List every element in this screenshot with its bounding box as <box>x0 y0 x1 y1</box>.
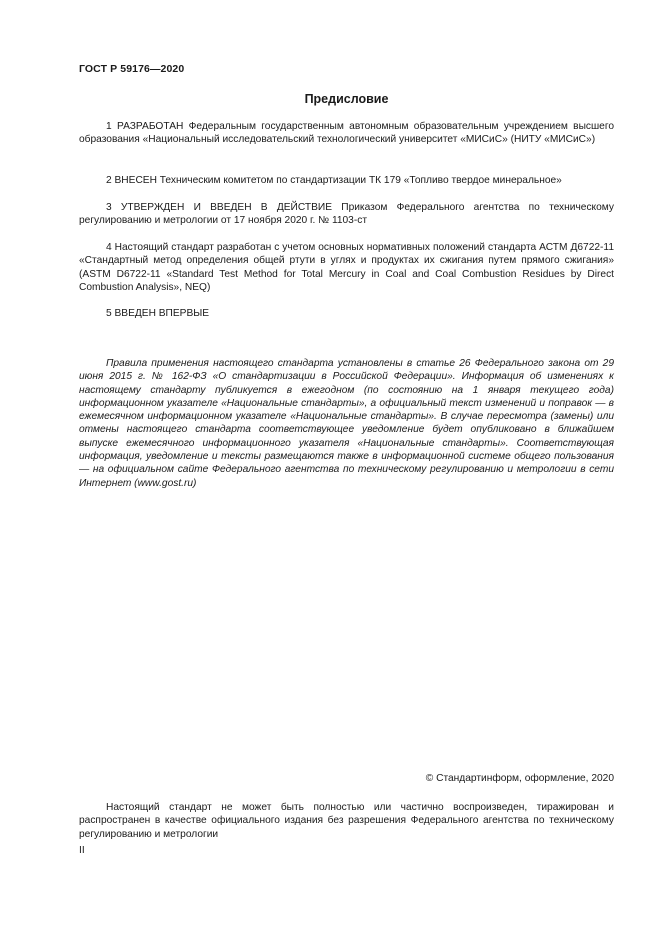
section-developed: 1 РАЗРАБОТАН Федеральным государственным автономным образовательным учреждением высшего образования «Национальный исследовательский технологический университет «МИСиС» (НИТУ «МИСиС») <box>79 121 614 146</box>
section-approved: 3 УТВЕРЖДЕН И ВВЕДЕН В ДЕЙСТВИЕ Приказом Федерального агентства по техническому регулированию и метрологии от 17 ноября 2020 г. № 1103-ст <box>79 202 614 227</box>
page-number: II <box>79 845 85 856</box>
page-title: Предисловие <box>304 92 389 106</box>
section-basis: 4 Настоящий стандарт разработан с учетом основных нормативных положений стандарта АСТМ Д6722-11 «Стандартный метод определения общей ртути в углях и продуктах их сжигания путем прямого сжигания» (ASTM D6722-11 «Standard Test Method for Total Mercury in Coal and Coal Combustion Residues by Direct Combustion Analysis», NEQ) <box>79 242 614 293</box>
standard-code: ГОСТ Р 59176—2020 <box>79 63 185 75</box>
section-first-introduced: 5 ВВЕДЕН ВПЕРВЫЕ <box>106 308 210 319</box>
section-submitted: 2 ВНЕСЕН Техническим комитетом по стандартизации ТК 179 «Топливо твердое минеральное» <box>106 175 562 186</box>
copyright-line: © Стандартинформ, оформление, 2020 <box>425 773 614 784</box>
reproduction-notice: Настоящий стандарт не может быть полностью или частично воспроизведен, тиражирован и распространен в качестве официального издания без разрешения Федерального агентства по техническому регулированию и метрологии <box>79 802 614 840</box>
application-rules-notice: Правила применения настоящего стандарта установлены в статье 26 Федерального закона от 29 июня 2015 г. № 162-ФЗ «О стандартизации в Российской Федерации». Информация об изменениях к настоящему стандарту публикуется в ежегодном (по состоянию на 1 января текущего года) информационном указателе «Национальные стандарты», а официальный текст изменений и поправок — в ежемесячном информационном указателе «Национальные стандарты». В случае пересмотра (замены) или отмены настоящего стандарта соответствующее уведомление будет опубликовано в ближайшем выпуске ежемесячного информационного указателя «Национальные стандарты». Соответствующая информация, уведомление и тексты размещаются также в информационной системе общего пользования — на официальном сайте Федерального агентства по техническому регулированию и метрологии в сети Интернет (www.gost.ru) <box>79 358 614 489</box>
